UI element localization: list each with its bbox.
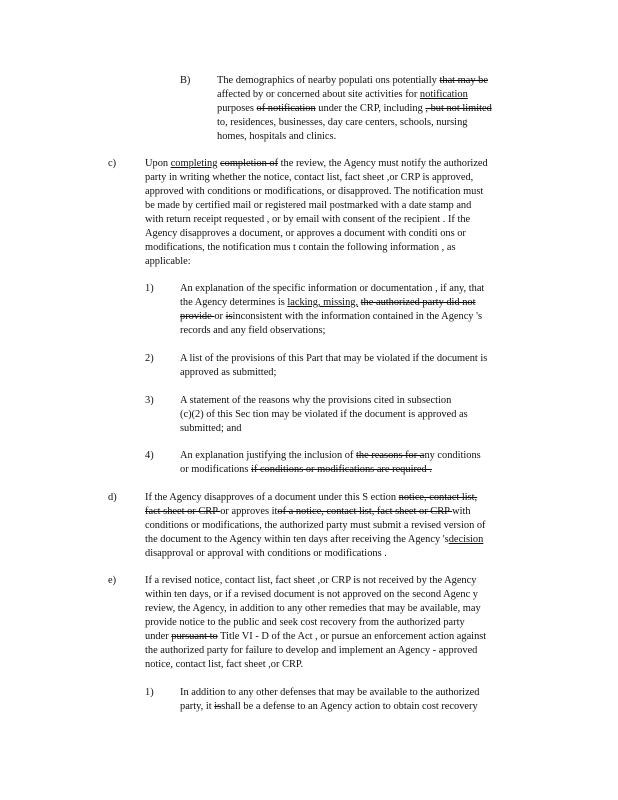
text-run: approved with conditions or modifications, or disapproved. The notification must bbox=[145, 186, 484, 197]
item-e1-label: 1) bbox=[145, 687, 154, 698]
text-run: inconsistent with the information contained in the Agency 's bbox=[232, 311, 483, 322]
text-line bbox=[180, 324, 541, 338]
text-run: party in writing whether the notice, contact list, fact sheet ,or CRP is approved, bbox=[145, 172, 474, 183]
text-line bbox=[217, 102, 533, 116]
text-run: applicable: bbox=[145, 256, 191, 267]
text-line bbox=[180, 310, 541, 324]
text-run: Upon bbox=[145, 158, 171, 169]
text-run: modifications, the notification mus t contain the following information , as bbox=[145, 242, 456, 253]
text-line bbox=[145, 644, 541, 658]
text-run: An explanation justifying the inclusion of bbox=[180, 450, 357, 461]
struck-text: pursuant to bbox=[171, 631, 218, 642]
text-run: or modifications bbox=[180, 464, 251, 475]
item-b-label: B) bbox=[180, 75, 191, 86]
struck-text: the authorized party did not bbox=[360, 297, 476, 308]
text-run: with return receipt requested , or by email with consent of the recipient . If the bbox=[145, 214, 471, 225]
text-line bbox=[180, 686, 541, 700]
text-run: the review, the Agency must notify the authorized bbox=[278, 158, 488, 169]
text-run: approved as submitted; bbox=[180, 367, 277, 378]
text-run: under bbox=[145, 631, 172, 642]
struck-text: is bbox=[214, 701, 222, 712]
text-run: conditions or modifications, the authorized party must submit a revised version of bbox=[145, 520, 486, 531]
text-run: purposes bbox=[217, 103, 257, 114]
text-line bbox=[145, 491, 541, 505]
item-e-text bbox=[145, 574, 541, 672]
text-run: the document to the Agency within ten days after receiving the Agency 's bbox=[145, 534, 449, 545]
inserted-text: completing bbox=[170, 158, 218, 169]
text-run: disapproval or approval with conditions or modifications . bbox=[145, 548, 387, 559]
item-c1-text bbox=[180, 282, 541, 338]
text-line bbox=[180, 700, 541, 714]
text-run: provide notice to the public and seek cost recovery from the authorized party bbox=[145, 617, 465, 628]
struck-text: completion of bbox=[220, 158, 279, 169]
text-run: party, it bbox=[180, 701, 215, 712]
text-run: with bbox=[452, 506, 471, 517]
text-line bbox=[180, 296, 541, 310]
struck-text: of a notice, contact list, fact sheet or CRP bbox=[277, 506, 453, 517]
text-line bbox=[217, 130, 533, 144]
item-c1-label: 1) bbox=[145, 283, 154, 294]
struck-text: is bbox=[225, 311, 233, 322]
text-run: A list of the provisions of this Part that may be violated if the document is bbox=[180, 353, 488, 364]
text-run: under the CRP, including bbox=[315, 103, 426, 114]
text-run: homes, hospitals and clinics. bbox=[217, 131, 337, 142]
struck-text: notice, contact list, bbox=[398, 492, 478, 503]
text-line bbox=[145, 533, 541, 547]
text-line bbox=[145, 602, 541, 616]
text-run: The demographics of nearby populati ons potentially bbox=[217, 75, 440, 86]
struck-text: if conditions or modifications are required . bbox=[251, 464, 432, 475]
text-line bbox=[145, 574, 541, 588]
text-line bbox=[217, 74, 533, 88]
text-run: Title VI - D of the Act , or pursue an enforcement action against bbox=[217, 631, 487, 642]
text-run: ny conditions bbox=[424, 450, 481, 461]
text-run: or approves it bbox=[220, 506, 278, 517]
item-c4-text bbox=[180, 449, 541, 477]
text-line bbox=[145, 658, 541, 672]
inserted-text: lacking, missing, bbox=[287, 297, 359, 308]
text-line bbox=[145, 227, 541, 241]
item-c4-label: 4) bbox=[145, 450, 154, 461]
item-e-label: e) bbox=[108, 575, 117, 586]
text-line bbox=[180, 394, 541, 408]
text-run: If the Agency disapproves of a document under this S ection bbox=[145, 492, 399, 503]
text-line bbox=[145, 185, 541, 199]
struck-text: the reasons for a bbox=[356, 450, 425, 461]
text-run: notice, contact list, fact sheet ,or CRP. bbox=[145, 659, 304, 670]
text-line bbox=[145, 213, 541, 227]
struck-text: that may be bbox=[439, 75, 488, 86]
text-run: the authorized party for failure to develop and implement an Agency - approved bbox=[145, 645, 478, 656]
text-run: within ten days, or if a revised document is not approved on the second Agenc y bbox=[145, 589, 478, 600]
item-c2-text bbox=[180, 352, 541, 380]
item-c3-label: 3) bbox=[145, 395, 154, 406]
text-line bbox=[180, 463, 541, 477]
struck-text: of notification bbox=[256, 103, 316, 114]
text-run: records and any field observations; bbox=[180, 325, 326, 336]
text-line bbox=[145, 241, 541, 255]
text-run: shall be a defense to an Agency action to obtain cost recovery bbox=[221, 701, 478, 712]
inserted-text: notification bbox=[419, 89, 468, 100]
text-line bbox=[180, 422, 541, 436]
text-line bbox=[145, 505, 541, 519]
text-line bbox=[180, 366, 541, 380]
text-run: to, residences, businesses, day care centers, schools, nursing bbox=[217, 117, 468, 128]
struck-text: , but not limited bbox=[425, 103, 492, 114]
struck-text: provide bbox=[180, 311, 215, 322]
text-run: If a revised notice, contact list, fact sheet ,or CRP is not received by the Agency bbox=[145, 575, 477, 586]
text-run: (c)(2) of this Sec tion may be violated if the document is approved as bbox=[180, 409, 468, 420]
text-line bbox=[145, 616, 541, 630]
text-run: review, the Agency, in addition to any other remedies that may be available, may bbox=[145, 603, 481, 614]
text-line bbox=[145, 547, 541, 561]
text-line bbox=[217, 88, 533, 102]
item-c-text bbox=[145, 157, 541, 269]
text-run: An explanation of the specific information or documentation , if any, that bbox=[180, 283, 485, 294]
item-c2-label: 2) bbox=[145, 353, 154, 364]
text-line bbox=[180, 449, 541, 463]
text-line bbox=[145, 171, 541, 185]
text-line bbox=[180, 282, 541, 296]
item-e1-text bbox=[180, 686, 541, 714]
text-line bbox=[145, 519, 541, 533]
text-run: affected by or concerned about site activities for bbox=[217, 89, 420, 100]
text-run: In addition to any other defenses that may be available to the authorized bbox=[180, 687, 480, 698]
item-b-text bbox=[217, 74, 533, 144]
text-run: be made by certified mail or registered mail postmarked with a date stamp and bbox=[145, 200, 472, 211]
struck-text: fact sheet or CRP bbox=[145, 506, 221, 517]
text-run: Agency disapproves a document, or approves a document with conditi ons or bbox=[145, 228, 466, 239]
text-line bbox=[145, 255, 541, 269]
text-line bbox=[145, 157, 541, 171]
text-line bbox=[145, 588, 541, 602]
text-line bbox=[180, 352, 541, 366]
item-d-label: d) bbox=[108, 492, 117, 503]
item-d-text bbox=[145, 491, 541, 561]
text-run: or bbox=[214, 311, 226, 322]
text-line bbox=[145, 199, 541, 213]
text-run: the Agency determines is bbox=[180, 297, 288, 308]
item-c3-text bbox=[180, 394, 541, 436]
text-line bbox=[145, 630, 541, 644]
item-c-label: c) bbox=[108, 158, 117, 169]
text-line bbox=[217, 116, 533, 130]
inserted-text: decision bbox=[448, 534, 484, 545]
text-run: submitted; and bbox=[180, 423, 242, 434]
text-run: A statement of the reasons why the provisions cited in subsection bbox=[180, 395, 452, 406]
text-line bbox=[180, 408, 541, 422]
